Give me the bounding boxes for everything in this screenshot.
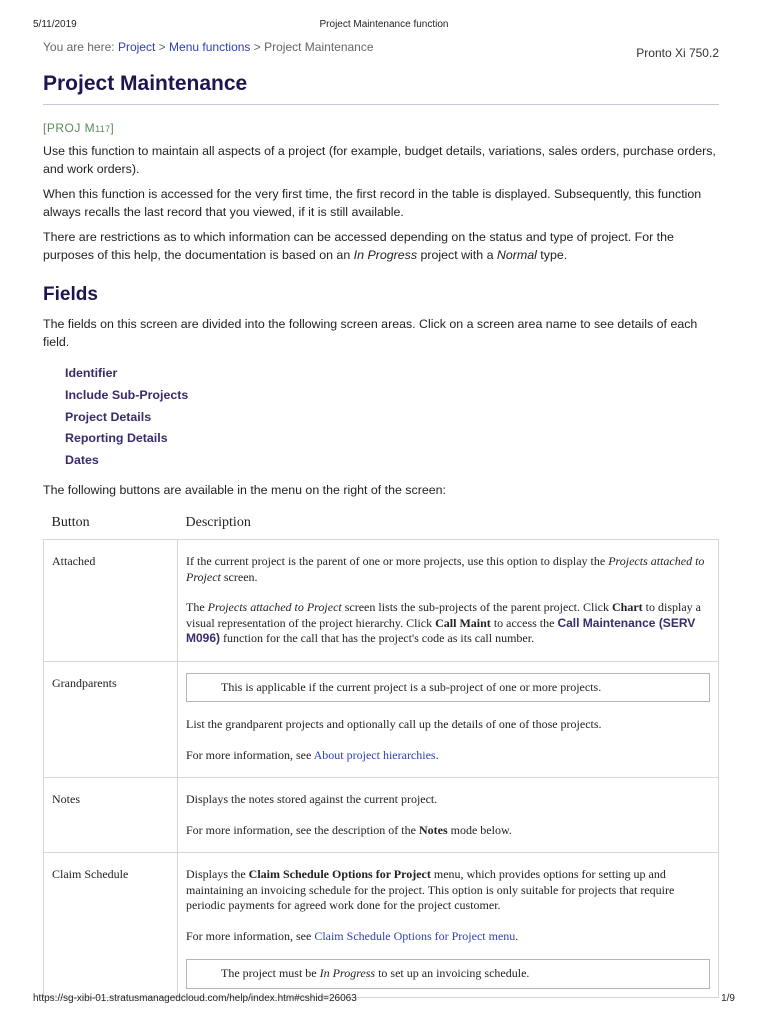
text-run: The — [186, 600, 208, 615]
breadcrumb-separator: > — [158, 40, 166, 54]
description-paragraph — [186, 823, 710, 839]
text-run: For more information, see — [186, 928, 315, 943]
button-name-notes: Notes — [44, 778, 178, 853]
text-run: mode below. — [447, 822, 512, 837]
page-number: 1/9 — [721, 993, 735, 1004]
chart-button-name: Chart — [612, 600, 643, 615]
table-row — [44, 778, 719, 853]
note-box: This is applicable if the current project is a sub-project of one or more projects. — [186, 673, 710, 703]
text-run: type. — [536, 247, 568, 262]
text-run: There are restrictions as to which information can be accessed depending on the status and type of project. For the purposes of this help, the documentation is based on an — [43, 230, 674, 262]
claim-schedule-options-link[interactable]: Claim Schedule Options for Project menu — [314, 928, 516, 943]
breadcrumb-link-menu-functions[interactable]: Menu functions — [169, 40, 251, 54]
text-run: For more information, see — [186, 747, 314, 762]
screen-area-link-project-details[interactable]: Project Details — [65, 409, 152, 424]
call-maintenance-link[interactable]: Call Maintenance (SERV M096) — [186, 615, 696, 646]
breadcrumb — [43, 40, 374, 54]
buttons-intro: The following buttons are available in the menu on the right of the screen: — [43, 482, 446, 497]
text-run: If the current project is the parent of one or more projects, use this option to display the — [186, 554, 609, 569]
text-run: to access the — [490, 615, 558, 630]
fields-heading: Fields — [43, 284, 98, 305]
text-run: to display a visual representation of the project hierarchy. Click — [186, 600, 701, 630]
function-code-suffix: ] — [110, 121, 115, 135]
product-version: Pronto Xi 750.2 — [636, 46, 719, 60]
description-paragraph — [186, 867, 710, 914]
breadcrumb-current: Project Maintenance — [264, 40, 374, 54]
table-row — [44, 540, 719, 662]
screen-area-link-dates[interactable]: Dates — [65, 453, 99, 468]
text-run: . — [515, 928, 519, 943]
description-paragraph — [186, 600, 710, 647]
note-box — [186, 959, 710, 989]
description-paragraph: List the grandparent projects and optionally call up the details of one of those projects. — [186, 717, 602, 732]
intro-paragraph — [43, 229, 719, 264]
project-status-term: In Progress — [353, 247, 418, 262]
button-description — [178, 661, 719, 778]
intro-paragraph: When this function is accessed for the very first time, the first record in the table is displayed. Subsequently, this function always recalls the last record that you viewed, if it is still available. — [43, 187, 702, 219]
description-paragraph — [186, 554, 710, 585]
column-header-button: Button — [51, 515, 90, 531]
button-name-claim-schedule: Claim Schedule — [44, 853, 178, 998]
text-run: to set up an invoicing schedule. — [375, 966, 530, 981]
screen-area-link-identifier[interactable]: Identifier — [65, 366, 118, 380]
breadcrumb-link-project[interactable]: Project — [117, 40, 156, 54]
intro-paragraph: Use this function to maintain all aspects of a project (for example, budget details, variations, sales orders, purchase orders, and work orders). — [43, 144, 716, 176]
screen-name: Projects attached to Project — [207, 600, 342, 615]
screen-area-link-reporting-details[interactable]: Reporting Details — [65, 431, 168, 446]
description-paragraph — [186, 929, 710, 945]
call-maint-button-name: Call Maint — [435, 615, 491, 630]
description-paragraph — [186, 748, 710, 764]
about-project-hierarchies-link[interactable]: About project hierarchies — [313, 747, 436, 762]
help-content — [43, 40, 719, 998]
screen-area-link-include-sub-projects[interactable]: Include Sub-Projects — [65, 387, 189, 402]
text-run: screen lists the sub-projects of the parent project. Click — [341, 600, 612, 615]
column-header-description: Description — [185, 515, 251, 531]
print-date: 5/11/2019 — [33, 19, 77, 30]
screen-area-list — [65, 363, 719, 472]
button-name-attached: Attached — [44, 540, 178, 662]
text-run: The project must be — [221, 966, 320, 981]
fields-intro: The fields on this screen are divided into the following screen areas. Click on a screen area name to see details of each field. — [43, 317, 698, 349]
text-run: . — [435, 747, 439, 762]
notes-mode-name: Notes — [418, 822, 448, 837]
button-description — [178, 540, 719, 662]
function-code-number: 117 — [95, 124, 111, 134]
text-run: screen. — [220, 569, 258, 584]
project-type-term: Normal — [496, 247, 537, 262]
button-description — [178, 853, 719, 998]
button-description — [178, 778, 719, 853]
breadcrumb-row — [43, 40, 719, 62]
screen-name: Projects attached to Project — [186, 554, 705, 584]
print-document-title: Project Maintenance function — [319, 19, 449, 30]
text-run: Displays the — [186, 867, 249, 882]
menu-name: Claim Schedule Options for Project — [248, 867, 431, 882]
breadcrumb-prefix: You are here: — [43, 40, 115, 54]
text-run: For more information, see the description of the — [186, 822, 419, 837]
table-row — [44, 853, 719, 998]
description-paragraph: Displays the notes stored against the current project. — [186, 792, 438, 807]
buttons-table — [43, 509, 719, 998]
print-url: https://sg-xibi-01.stratusmanagedcloud.com/help/index.htm#cshid=26063 — [33, 993, 357, 1004]
text-run: project with a — [417, 247, 497, 262]
breadcrumb-separator: > — [253, 40, 261, 54]
text-run: menu, which provides options for setting up and maintaining an invoicing schedule for the project. This option is only suitable for projects that require periodic payments for agreed work done for the project customer. — [186, 867, 675, 913]
function-code-prefix: [PROJ M — [43, 121, 96, 135]
table-header-row — [44, 509, 719, 540]
page-title: Project Maintenance — [43, 72, 719, 105]
table-row — [44, 661, 719, 778]
button-name-grandparents: Grandparents — [44, 661, 178, 778]
text-run: function for the call that has the project's code as its call number. — [220, 631, 535, 646]
project-status-term: In Progress — [319, 966, 376, 981]
function-code — [43, 121, 719, 135]
